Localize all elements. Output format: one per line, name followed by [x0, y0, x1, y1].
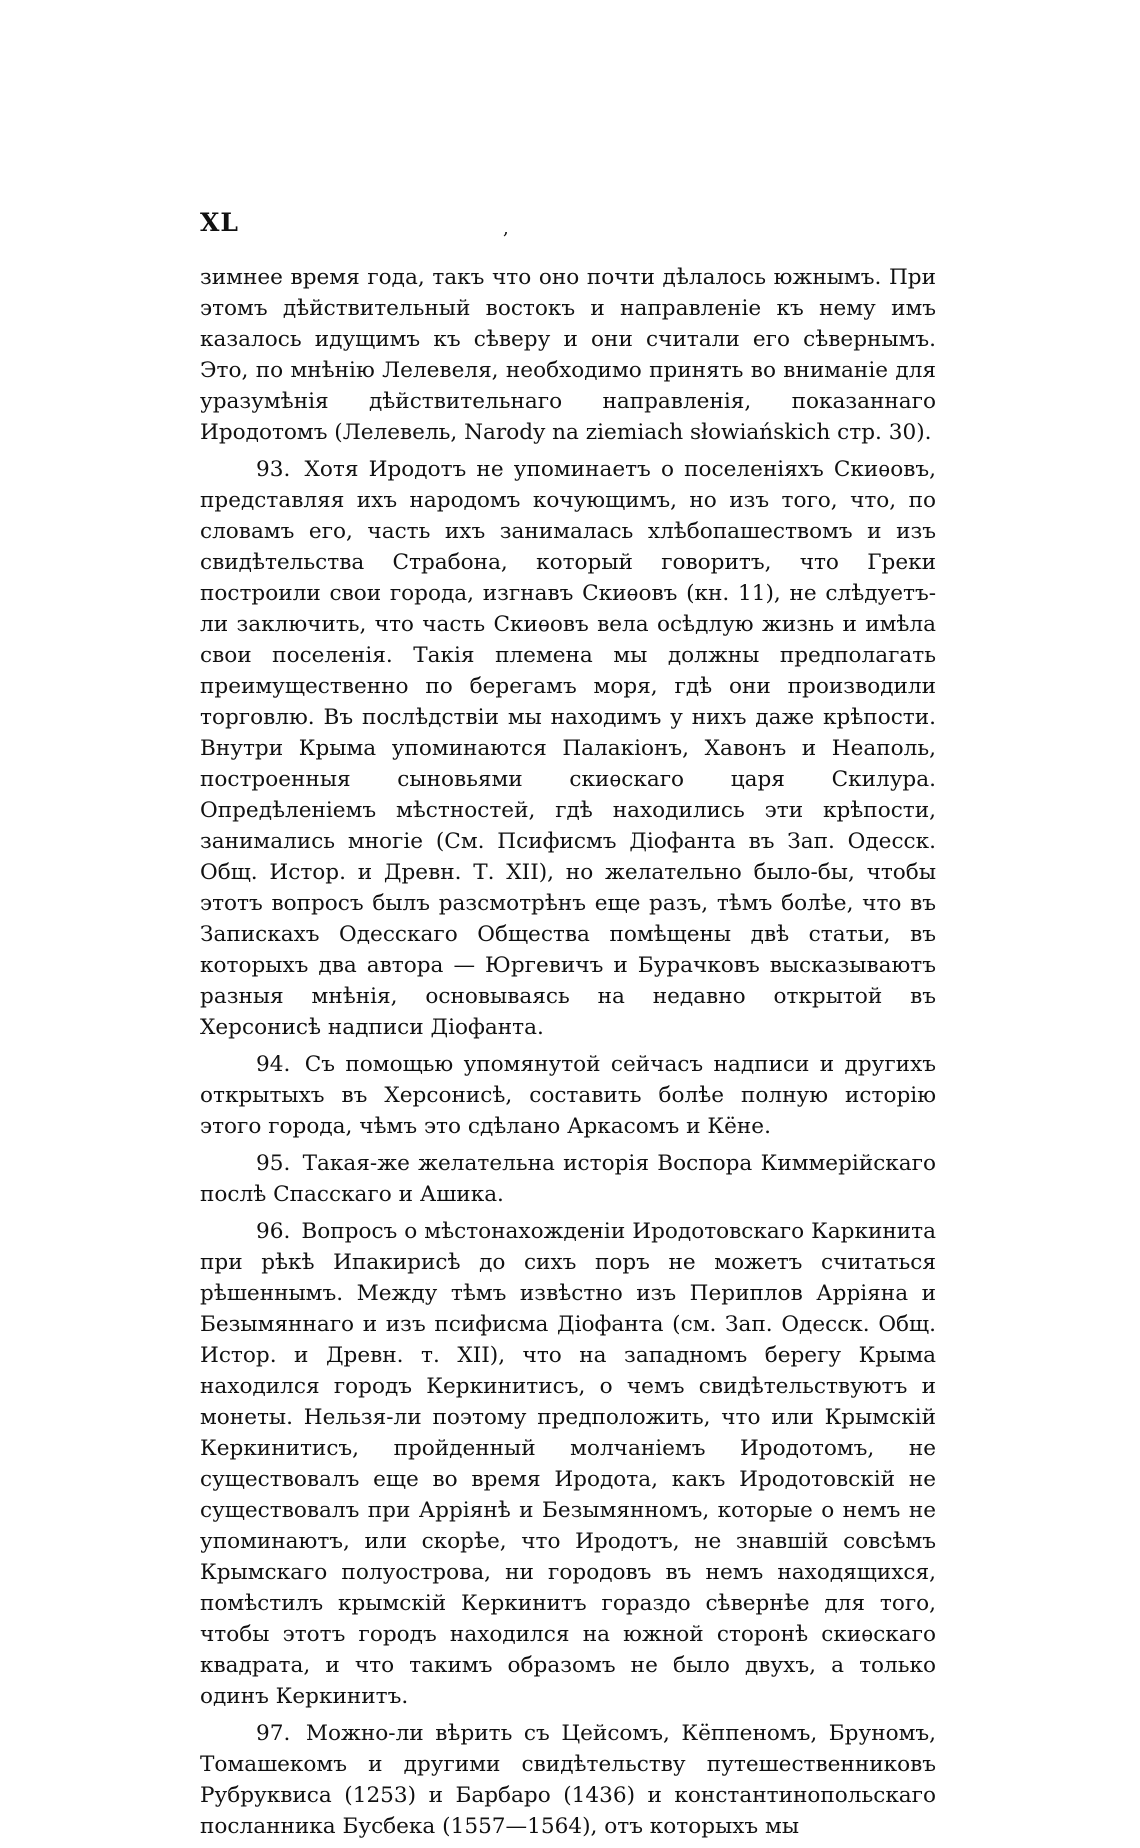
paragraph-96	[200, 1216, 936, 1712]
paragraph-text: Хотя Иродотъ не упоминаетъ о поселеніяхъ Скиѳовъ, представляя ихъ народомъ кочующимъ, но изъ того, что, по словамъ его, часть ихъ занималась хлѣбопашествомъ и изъ свидѣтельства Страбона, который говоритъ, что Греки построили свои города, изгнавъ Скиѳовъ (кн. 11), не слѣдуетъ-ли заключить, что часть Скиѳовъ вела осѣдлую жизнь и имѣла свои поселенія. Такія племена мы должны предполагать преимущественно по берегамъ моря, гдѣ они производили торговлю. Въ послѣдствіи мы находимъ у нихъ даже крѣпости. Внутри Крыма упоминаются Палакіонъ, Хавонъ и Неаполь, построенныя сыновьями скиѳскаго царя Скилура. Опредѣленіемъ мѣстностей, гдѣ находились эти крѣпости, занимались многіе (См. Псифисмъ Діофанта въ Зап. Одесск. Общ. Истор. и Древн. Т. XII), но желательно было-бы, чтобы этотъ вопросъ былъ разсмотрѣнъ еще разъ, тѣмъ болѣе, что въ Запискахъ Одесскаго Общества помѣщены двѣ статьи, въ которыхъ два автора — Юргевичъ и Бурачковъ высказываютъ разныя мнѣнія, основываясь на недавно открытой въ Херсонисѣ надписи Діофанта.	[200, 457, 936, 1040]
stray-print-mark: ,	[503, 218, 509, 239]
paragraph-text: зимнее время года, такъ что оно почти дѣлалось южнымъ. При этомъ дѣйствительный востокъ и направленіе къ нему имъ казалось идущимъ къ сѣверу и они считали его сѣвернымъ. Это, по мнѣнію Лелевеля, необходимо принять во вниманіе для уразумѣнія дѣйствительнаго направленія, показаннаго Иродотомъ (Лелевель, Narody na ziemiach słowiańskich стр. 30).	[200, 265, 936, 445]
paragraph-number: 96.	[256, 1219, 291, 1244]
paragraph-95	[200, 1148, 936, 1210]
paragraph-number: 93.	[256, 457, 291, 482]
paragraph-continuation	[200, 262, 936, 448]
paragraph-text: Вопросъ о мѣстонахожденіи Иродотовскаго Каркинита при рѣкѣ Ипакирисѣ до сихъ поръ не можетъ считаться рѣшеннымъ. Между тѣмъ извѣстно изъ Периплов Арріяна и Безымяннаго и изъ псифисма Діофанта (см. Зап. Одесск. Общ. Истор. и Древн. т. XII), что на западномъ берегу Крыма находился городъ Керкинитисъ, о чемъ свидѣтельствуютъ и монеты. Нельзя-ли поэтому предположить, что или Крымскій Керкинитисъ, пройденный молчаніемъ Иродотомъ, не существовалъ еще во время Иродота, какъ Иродотовскій не существовалъ при Арріянѣ и Безымянномъ, которые о немъ не упоминаютъ, или скорѣе, что Иродотъ, не знавшій совсѣмъ Крымскаго полуострова, ни городовъ въ немъ находящихся, помѣстилъ крымскій Керкинитъ гораздо сѣвернѣе для того, чтобы этотъ городъ находился на южной сторонѣ скиѳскаго квадрата, и что такимъ образомъ не было двухъ, а только одинъ Керкинитъ.	[200, 1219, 936, 1709]
page-number: XL	[200, 208, 239, 237]
paragraph-text: Такая-же желательна исторія Воспора Киммерійскаго послѣ Спасскаго и Ашика.	[200, 1151, 936, 1207]
body-text	[200, 262, 936, 1848]
paragraph-97	[200, 1718, 936, 1842]
paragraph-text: Съ помощью упомянутой сейчасъ надписи и другихъ открытыхъ въ Херсонисѣ, составить болѣе полную исторію этого города, чѣмъ это сдѣлано Аркасомъ и Кёне.	[200, 1052, 936, 1139]
paragraph-number: 94.	[256, 1052, 291, 1077]
paragraph-number: 95.	[256, 1151, 291, 1176]
paragraph-94	[200, 1049, 936, 1142]
paragraph-number: 97.	[256, 1721, 291, 1746]
paragraph-93	[200, 454, 936, 1043]
paragraph-text: Можно-ли вѣрить съ Цейсомъ, Кёппеномъ, Бруномъ, Томашекомъ и другими свидѣтельству путешественниковъ Рубруквиса (1253) и Барбаро (1436) и константинопольскаго посланника Бусбека (1557—1564), отъ которыхъ мы	[200, 1721, 936, 1839]
